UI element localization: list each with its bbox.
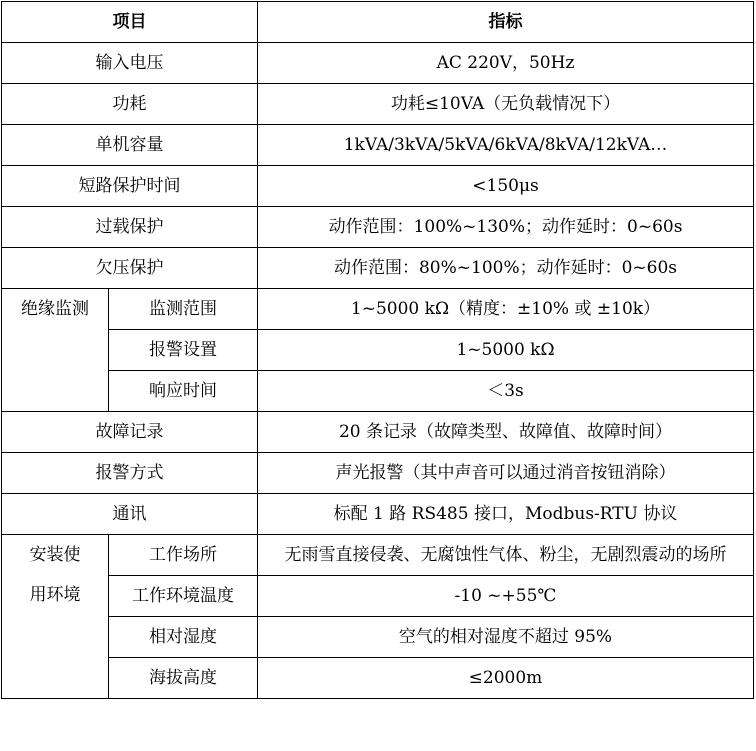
table-row	[2, 535, 754, 576]
sub-label: 报警设置	[109, 330, 258, 371]
sub-label: 海拔高度	[109, 658, 258, 699]
table-row	[2, 166, 754, 207]
sub-label: 响应时间	[109, 371, 258, 412]
sub-label: 监测范围	[109, 289, 258, 330]
row-label: 短路保护时间	[2, 166, 258, 207]
table-row	[2, 494, 754, 535]
table-row	[2, 125, 754, 166]
row-value: 1kVA/3kVA/5kVA/6kVA/8kVA/12kVA…	[258, 125, 754, 166]
row-value: 1~5000 kΩ（精度：±10% 或 ±10k）	[258, 289, 754, 330]
table-row	[2, 576, 754, 617]
insulation-group-label: 绝缘监测	[2, 289, 109, 412]
row-value: 空气的相对湿度不超过 95%	[258, 617, 754, 658]
sub-label: 工作环境温度	[109, 576, 258, 617]
table-row	[2, 453, 754, 494]
table-row	[2, 330, 754, 371]
sub-label: 相对湿度	[109, 617, 258, 658]
table-row	[2, 658, 754, 699]
row-value: <150μs	[258, 166, 754, 207]
row-value: 声光报警（其中声音可以通过消音按钮消除）	[258, 453, 754, 494]
row-value: 动作范围：100%~130%；动作延时：0~60s	[258, 207, 754, 248]
table-row	[2, 207, 754, 248]
row-value: 标配 1 路 RS485 接口，Modbus-RTU 协议	[258, 494, 754, 535]
row-label: 单机容量	[2, 125, 258, 166]
table-row	[2, 289, 754, 330]
environment-group-line1: 安装使	[29, 545, 81, 565]
row-value: 功耗≤10VA（无负载情况下）	[258, 84, 754, 125]
row-value: AC 220V，50Hz	[258, 43, 754, 84]
header-row	[2, 2, 754, 43]
row-label: 报警方式	[2, 453, 258, 494]
row-label: 通讯	[2, 494, 258, 535]
table-row	[2, 617, 754, 658]
row-label: 故障记录	[2, 412, 258, 453]
sub-label: 工作场所	[109, 535, 258, 576]
row-value: -10 ~+55℃	[258, 576, 754, 617]
table-row	[2, 412, 754, 453]
header-spec: 指标	[258, 2, 754, 43]
row-label: 输入电压	[2, 43, 258, 84]
row-value: 20 条记录（故障类型、故障值、故障时间）	[258, 412, 754, 453]
row-label: 欠压保护	[2, 248, 258, 289]
spec-table	[1, 1, 754, 699]
table-row	[2, 84, 754, 125]
row-value: 动作范围：80%~100%；动作延时：0~60s	[258, 248, 754, 289]
row-value: 无雨雪直接侵袭、无腐蚀性气体、粉尘，无剧烈震动的场所	[258, 535, 754, 576]
table-row	[2, 248, 754, 289]
row-value: ＜3s	[258, 371, 754, 412]
table-row	[2, 43, 754, 84]
row-value: ≤2000m	[258, 658, 754, 699]
row-value: 1~5000 kΩ	[258, 330, 754, 371]
row-label: 功耗	[2, 84, 258, 125]
environment-group-label	[2, 535, 109, 699]
header-item: 项目	[2, 2, 258, 43]
table-row	[2, 371, 754, 412]
row-label: 过载保护	[2, 207, 258, 248]
environment-group-line2: 用环境	[29, 585, 81, 605]
